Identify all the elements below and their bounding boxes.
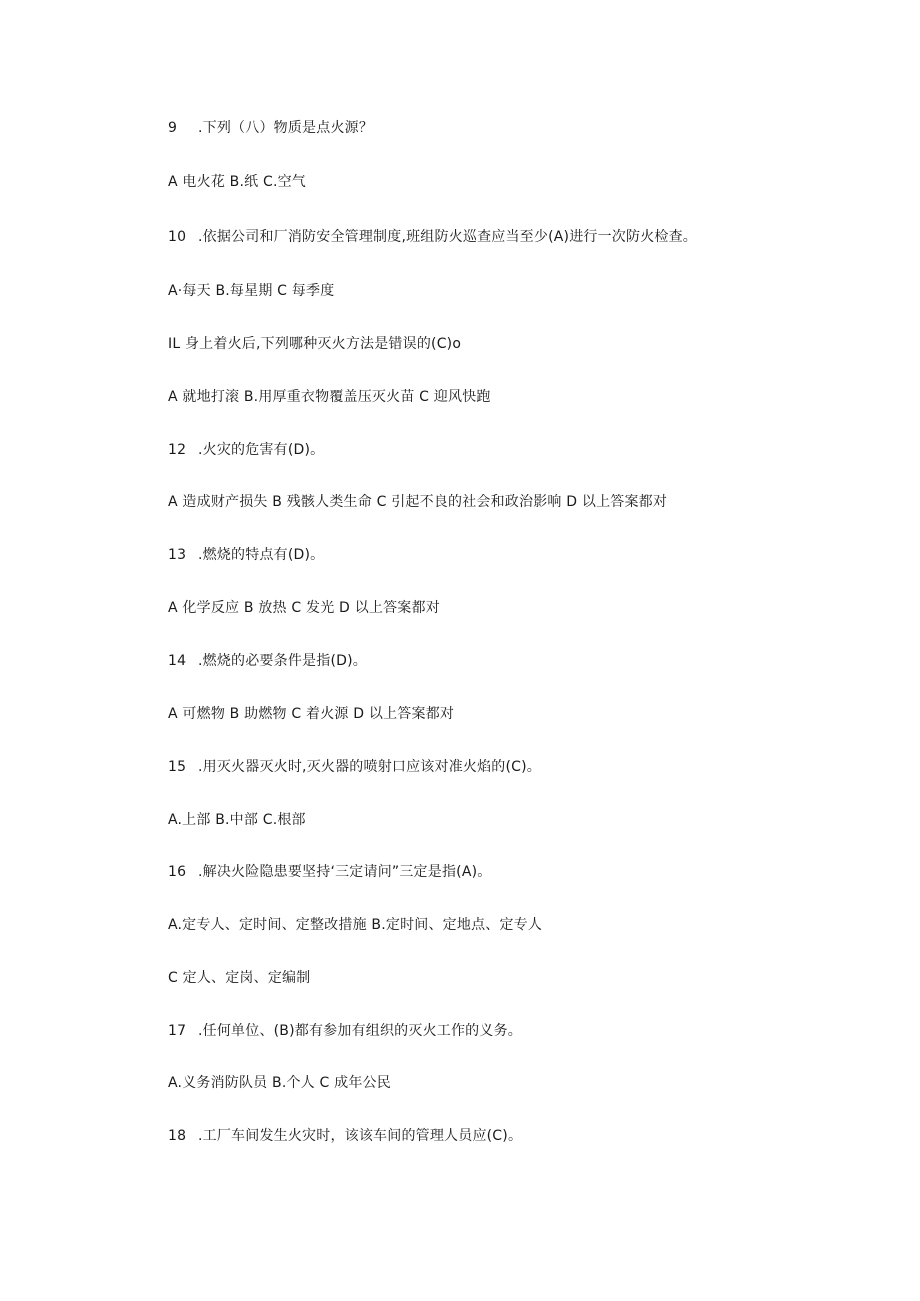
question-9 xyxy=(168,118,373,138)
options-10: A·每天 B.每星期 C 每季度 xyxy=(168,283,335,299)
question-text: .燃烧的特点有(D)。 xyxy=(198,547,325,563)
question-18 xyxy=(168,1126,522,1146)
question-15 xyxy=(168,757,541,777)
question-14 xyxy=(168,651,367,671)
options-14: A 可燃物 B 助燃物 C 着火源 D 以上答案都对 xyxy=(168,706,455,722)
question-number: 12 xyxy=(168,442,187,458)
question-number: 13 xyxy=(168,547,187,563)
question-number: 15 xyxy=(168,759,187,775)
question-text: .工厂车间发生火灾时，该该车间的管理人员应(C)。 xyxy=(198,1128,523,1144)
question-text: .依据公司和厂消防安全管理制度,班组防火巡查应当至少(A)进行一次防火检查。 xyxy=(198,229,697,245)
options-15: A.上部 B.中部 C.根部 xyxy=(168,812,306,828)
question-10 xyxy=(168,227,697,247)
options-13: A 化学反应 B 放热 C 发光 D 以上答案都对 xyxy=(168,600,440,616)
question-16 xyxy=(168,862,491,882)
question-text: .下列（八）物质是点火源？ xyxy=(198,120,374,136)
question-number: 10 xyxy=(168,229,187,245)
question-17 xyxy=(168,1021,522,1041)
question-number: 18 xyxy=(168,1128,187,1144)
question-number: 14 xyxy=(168,653,187,669)
options-9: A 电火花 B.纸 C.空气 xyxy=(168,174,307,190)
question-12 xyxy=(168,440,324,460)
options-16-line-1: A.定专人、定时间、定整改措施 B.定时间、定地点、定专人 xyxy=(168,917,543,933)
question-number: 9 xyxy=(168,120,178,136)
question-text: .燃烧的必要条件是指(D)。 xyxy=(198,653,367,669)
options-17: A.义务消防队员 B.个人 C 成年公民 xyxy=(168,1075,391,1091)
options-16-line-2: C 定人、定岗、定编制 xyxy=(168,970,311,986)
question-11: IL 身上着火后,下列哪种灭火方法是错误的(C)o xyxy=(168,336,462,352)
question-text: .任何单位、(B)都有参加有组织的灭火工作的义务。 xyxy=(198,1023,522,1039)
question-number: 17 xyxy=(168,1023,187,1039)
options-11: A 就地打滚 B.用厚重衣物覆盖压灭火苗 C 迎风快跑 xyxy=(168,389,491,405)
question-text: .解决火险隐患要坚持‘三定请问”三定是指(A)。 xyxy=(198,864,492,880)
options-12: A 造成财产损失 B 残骸人类生命 C 引起不良的社会和政治影响 D 以上答案都对 xyxy=(168,494,668,510)
question-number: 16 xyxy=(168,864,187,880)
question-text: .用灭火器灭火时,灭火器的喷射口应该对准火焰的(C)。 xyxy=(198,759,541,775)
question-13 xyxy=(168,545,324,565)
question-text: .火灾的危害有(D)。 xyxy=(198,442,325,458)
